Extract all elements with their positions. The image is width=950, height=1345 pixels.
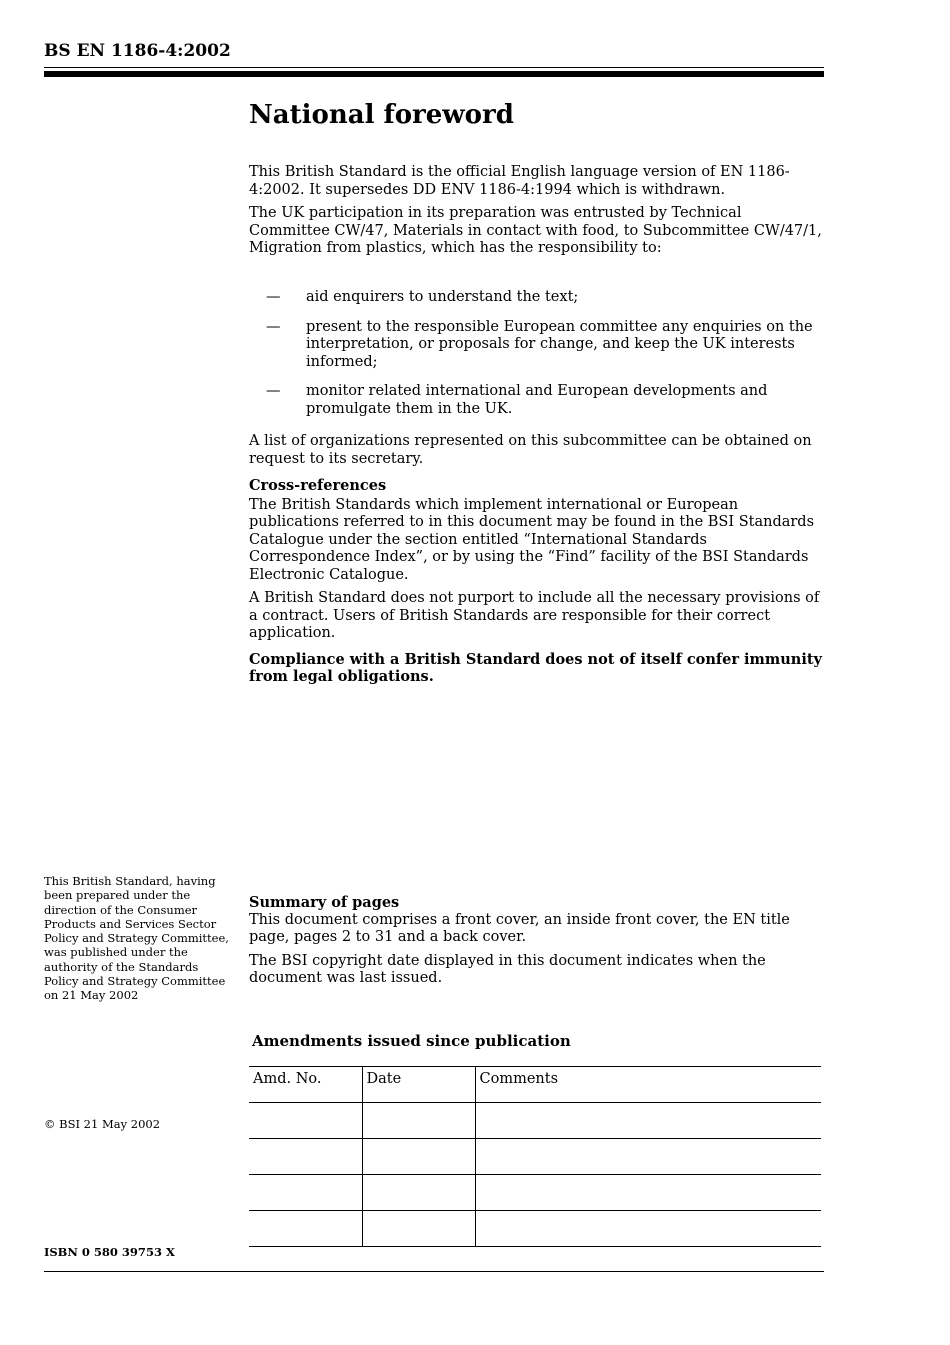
amendments-title: Amendments issued since publication [252, 1032, 571, 1050]
table-cell [362, 1103, 475, 1139]
summary-section [249, 894, 824, 994]
column-header-amd-no: Amd. No. [253, 1071, 322, 1087]
summary-paragraph: The BSI copyright date displayed in this document indicates when the document was last issued. [249, 952, 766, 986]
list-item [249, 319, 824, 372]
table-cell [475, 1175, 821, 1211]
list-note: A list of organizations represented on this subcommittee can be obtained on request to its secretary. [249, 433, 812, 467]
table-row [249, 1139, 821, 1175]
list-item [249, 383, 824, 418]
list-item [249, 289, 824, 307]
column-header-comments: Comments [475, 1067, 821, 1103]
page-title: National foreword [249, 100, 514, 130]
table-cell [362, 1139, 475, 1175]
table-cell [362, 1211, 475, 1247]
list-item-text: present to the responsible European committee any enquiries on the interpretation, or proposals for change, and keep the UK interests informed; [306, 318, 813, 370]
dash-bullet: — [266, 318, 281, 335]
table-row [249, 1175, 821, 1211]
amendments-table [249, 1066, 821, 1247]
table-cell [249, 1139, 362, 1175]
isbn: ISBN 0 580 39753 X [44, 1245, 175, 1259]
foreword-body [249, 164, 824, 264]
header-rule-thick [44, 71, 824, 77]
cross-references-paragraph: The British Standards which implement international or European publications referred to in this document may be found in the BSI Standards Catalogue under the section entitled “International Standards Correspondence Index”, or by using the “Find” facility of the BSI Standards Electronic Catalogue. [249, 496, 815, 583]
list-item-text: monitor related international and European developments and promulgate them in the UK. [306, 383, 768, 417]
cross-references-heading: Cross-references [249, 477, 387, 494]
copyright-notice: © BSI 21 May 2002 [44, 1117, 161, 1131]
table-cell [249, 1103, 362, 1139]
dash-bullet: — [266, 289, 281, 305]
table-row [249, 1103, 821, 1139]
table-cell [475, 1103, 821, 1139]
table-cell [362, 1175, 475, 1211]
compliance-statement: Compliance with a British Standard does not of itself confer immunity from legal obligations. [249, 650, 822, 685]
column-header-date: Date [362, 1067, 475, 1103]
footer-rule [44, 1271, 824, 1272]
list-item-text: aid enquirers to understand the text; [306, 289, 579, 305]
summary-paragraph: This document comprises a front cover, an inside front cover, the EN title page, pages 2 to 31 and a back cover. [249, 911, 790, 945]
document-id: BS EN 1186-4:2002 [44, 41, 231, 61]
dash-bullet: — [266, 383, 281, 399]
table-cell [249, 1211, 362, 1247]
cross-references-paragraph: A British Standard does not purport to include all the necessary provisions of a contract. Users of British Standards are responsible for their correct application. [249, 590, 820, 641]
cross-references-section [249, 433, 824, 692]
responsibility-list [249, 289, 824, 430]
publication-note: This British Standard, having been prepared under the direction of the Consumer Products and Services Sector Policy and Strategy Committee, was published under the authority of the Standards Policy and Strategy Committee on 21 May 2002 [44, 874, 229, 1003]
summary-heading: Summary of pages [249, 894, 400, 911]
table-cell [249, 1175, 362, 1211]
intro-paragraph: The UK participation in its preparation was entrusted by Technical Committee CW/47, Materials in contact with food, to Subcommittee CW/47/1, Migration from plastics, which has the responsibility to: [249, 205, 822, 256]
header-rule-thin [44, 67, 824, 68]
table-cell [475, 1211, 821, 1247]
table-header-row [249, 1067, 821, 1103]
intro-paragraph: This British Standard is the official English language version of EN 1186-4:2002. It supersedes DD ENV 1186-4:1994 which is withdrawn. [249, 164, 790, 198]
table-cell [475, 1139, 821, 1175]
table-row [249, 1211, 821, 1247]
